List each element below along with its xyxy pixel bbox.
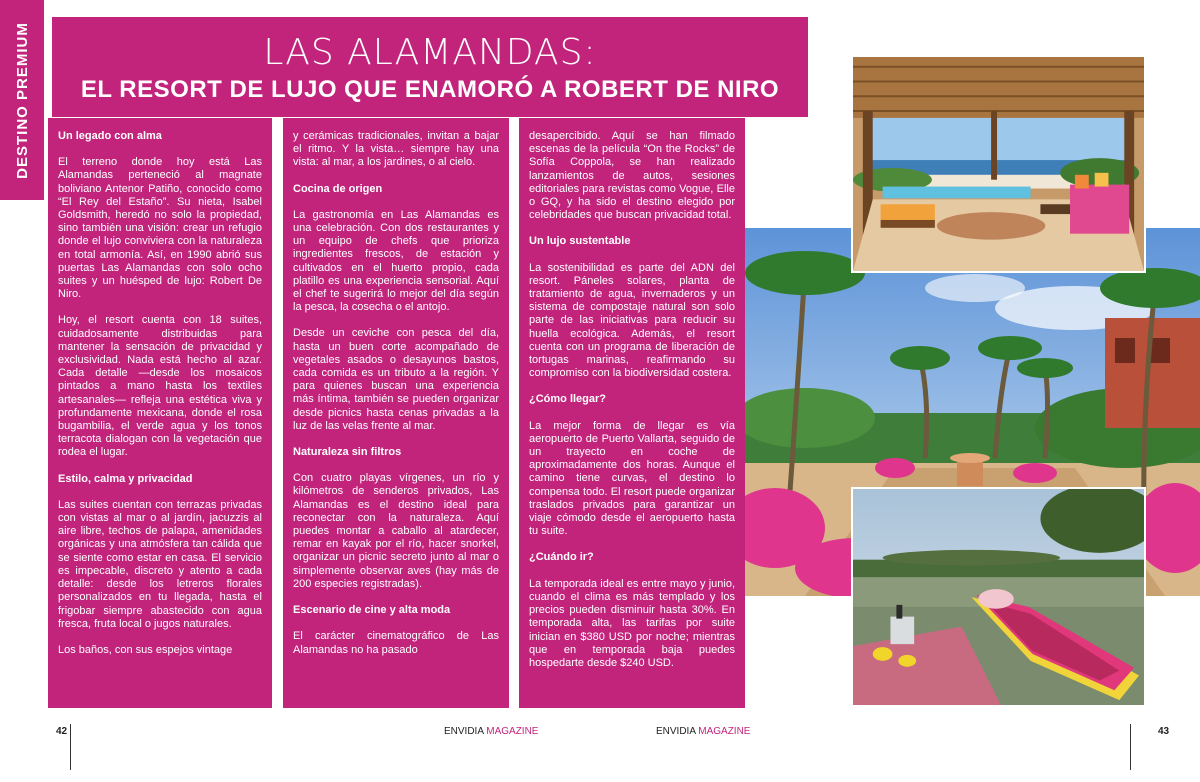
paragraph: La mejor forma de llegar es vía aeropuerto de Puerto Vallarta, seguido de un trayecto en coche de aproximadamente dos horas. Aunque el camino tiene curvas, el destino lo compensa todo. El resort puede organizar traslados privados para garantizar un viaje cómodo desde el aeropuerto hasta tu suite.	[529, 419, 735, 538]
section-tab	[0, 0, 44, 200]
page-number-left: 42	[56, 726, 68, 737]
paragraph: Con cuatro playas vírgenes, un río y kilómetros de senderos privados, Las Alamandas es el destino ideal para reconectar con la naturaleza. Aquí puedes montar a caballo al atardecer, remar en kayak por el río, hacer snorkel, organizar un picnic secreto junto al mar o simplemente observar aves (hay más de 200 especies registradas).	[293, 472, 499, 590]
page-number-right: 43	[1158, 726, 1170, 737]
text-column-2	[283, 118, 509, 708]
brand-name: ENVIDIA	[444, 726, 484, 737]
section-heading: Escenario de cine y alta moda	[293, 604, 451, 617]
brand-magazine: MAGAZINE	[486, 726, 539, 737]
section-heading: ¿Cómo llegar?	[529, 393, 607, 406]
footer-rule-left	[70, 724, 71, 770]
boat-photo	[851, 487, 1146, 707]
section-heading: Cocina de origen	[293, 182, 383, 195]
paragraph: Los baños, con sus espejos vintage	[58, 643, 233, 656]
paragraph: desapercibido. Aquí se han filmado escenas de la película “On the Rocks” de Sofía Coppola, se han realizado lanzamientos de autos, sesiones editoriales para revistas como Vogue, Elle o GQ, y ha sido el destino elegido por celebridades que buscan privacidad total.	[529, 130, 735, 222]
paragraph: El terreno donde hoy está Las Alamandas perteneció al magnate boliviano Antenor Patiño, conocido como “El Rey del Estaño”. Su nieta, Isabel Goldsmith, heredó no solo la propiedad, sino también una visión: crear un refugio donde el lujo conviviera con la naturaleza en total armonía. Así, en 1990 abrió sus puertas Las Alamandas con solo ocho suites y un huésped de lujo: Robert De Niro.	[58, 156, 262, 301]
title-banner	[52, 17, 808, 117]
terrace-photo	[851, 55, 1146, 273]
paragraph: La temporada ideal es entre mayo y junio, cuando el clima es más templado y los precios pueden disminuir hasta 30%. En temporada alta, las tarifas por suite inician en $380 USD por noche; mientras que en temporada baja puedes hospedarte desde $240 USD.	[529, 577, 735, 669]
paragraph: El carácter cinematográfico de Las Alamandas no ha pasado	[293, 630, 499, 656]
paragraph: Las suites cuentan con terrazas privadas con vistas al mar o al jardín, jacuzzis al aire libre, techos de palapa, amenidades orgánicas y una atmósfera tan cálida que se siente como estar en casa. El servicio es impecable, discreto y atento a cada detalle: desde los letreros florales personalizados en tu llegada, hasta el frigobar siempre abastecido con agua fresca, fruta local o jugos naturales.	[58, 498, 262, 630]
footer-brand-right	[656, 726, 750, 737]
section-tab-label: DESTINO PREMIUM	[13, 21, 31, 179]
section-heading: Un legado con alma	[58, 130, 162, 142]
section-heading: Naturaleza sin filtros	[293, 446, 402, 459]
paragraph: Desde un ceviche con pesca del día, hasta un buen corte acompañado de vegetales asados o desayunos bastos, cada comida es un tributo a la región. Y para quienes buscan una experiencia más íntima, también se pueden organizar desde picnics hasta cenas privadas a la luz de las velas frente al mar.	[293, 327, 499, 432]
paragraph: La gastronomía en Las Alamandas es una celebración. Con dos restaurantes y un equipo de chefs que prioriza ingredientes frescos, de estación y cultivados en el huerto propio, cada platillo es una experiencia sensorial. Aquí el chef te sugerirá lo mejor del día según la pesca, la cosecha o el antojo.	[293, 208, 499, 314]
section-heading: ¿Cuándo ir?	[529, 551, 594, 564]
paragraph: y cerámicas tradicionales, invitan a bajar el ritmo. Y la vista… siempre hay una vista: al mar, a los jardines, o al cielo.	[293, 130, 499, 169]
footer-rule-right	[1130, 724, 1131, 770]
section-heading: Un lujo sustentable	[529, 235, 631, 248]
article-subtitle: EL RESORT DE LUJO QUE ENAMORÓ A ROBERT DE NIRO	[80, 76, 780, 103]
paragraph: La sostenibilidad es parte del ADN del resort. Páneles solares, planta de tratamiento de agua, invernaderos y un sistema de compostaje natural son solo parte de las iniciativas para reducir su huella ecológica. Además, el resort cuenta con un programa de liberación de tortugas marinas, reafirmando su compromiso con la biodiversidad costera.	[529, 261, 735, 380]
text-column-3	[519, 118, 745, 708]
text-column-1	[48, 118, 272, 708]
article-title: LAS ALAMANDAS:	[263, 32, 597, 73]
brand-name: ENVIDIA	[656, 726, 696, 737]
section-heading: Estilo, calma y privacidad	[58, 472, 193, 485]
brand-magazine: MAGAZINE	[698, 726, 751, 737]
paragraph: Hoy, el resort cuenta con 18 suites, cuidadosamente distribuidas para mantener la sensación de privacidad y exclusividad. Nada está hecho al azar. Cada detalle —desde los mosaicos pintados a mano hasta los textiles artesanales— refleja una estética viva y profundamente mexicana, donde el rosa bugambilia, el verde agua y los tonos terracota dialogan con la vegetación que rodea el lugar.	[58, 314, 262, 459]
footer-brand-left	[444, 726, 538, 737]
